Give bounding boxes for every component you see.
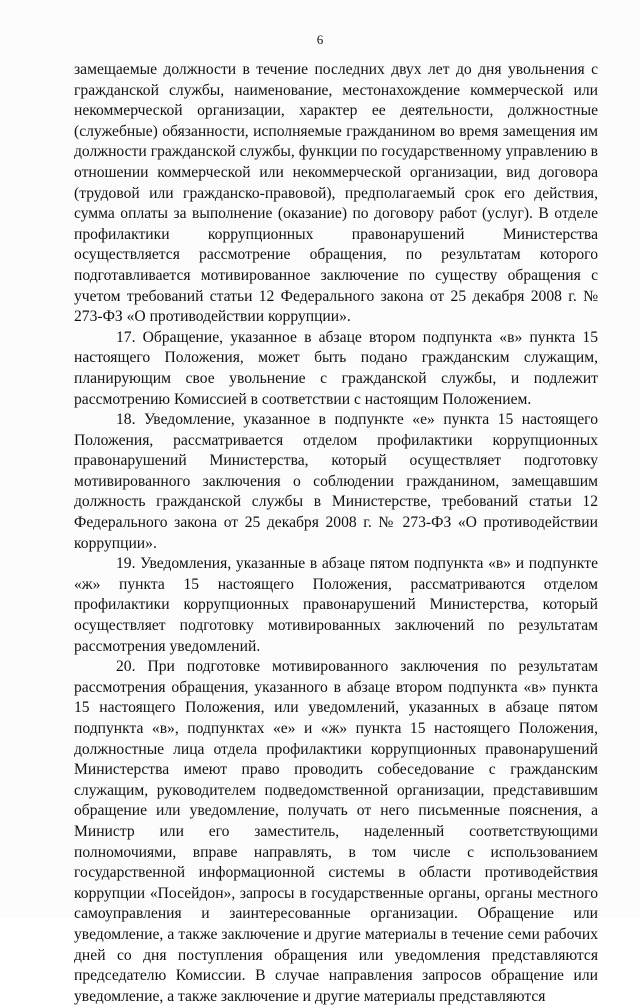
paragraph-item-20: 20. При подготовке мотивированного заключения по результатам рассмотрения обращения, указанного в абзаце втором подпункта «в» пункта 15 настоящего Положения, или уведомлений, указанных в абзаце пятом подпункта «в», подпунктах «е» и «ж» пункта 15 настоящего Положения, должностные лица отдела профилактики коррупционных правонарушений Министерства имеют право проводить собеседование с гражданским служащим, руководителем подведомственной организации, представившим обращение или уведомление, получать от него письменные пояснения, а Министр или его заместитель, наделенный соответствующими полномочиями, вправе направлять, в том числе с использованием государственной информационной системы в области противодействия коррупции «Посейдон», запросы в государственные органы, органы местного самоуправления и заинтересованные организации. Обращение или уведомление, а также заключение и другие материалы в течение семи рабочих дней со дня поступления обращения или уведомления представляются председателю Комиссии. В случае направления запросов обращение или уведомление, а также заключение и другие материалы представляются xyxy=(74,658,598,1005)
paragraph-item-17: 17. Обращение, указанное в абзаце втором подпункта «в» пункта 15 настоящего Положения, может быть подано гражданским служащим, планирующим свое увольнение с гражданской службы, и подлежит рассмотрению Комиссией в соответствии с настоящим Положением. xyxy=(74,328,598,408)
paragraph-continuation: замещаемые должности в течение последних двух лет до дня увольнения с гражданской службы, наименование, местонахождение коммерческой или некоммерческой организации, характер ее деятельности, должностные (служебные) обязанности, исполняемые гражданином во время замещения им должности гражданской службы, функции по государственному управлению в отношении коммерческой или некоммерческой организации, вид договора (трудовой или гражданско-правовой), предполагаемый срок его действия, сумма оплаты за выполнение (оказание) по договору работ (услуг). В отделе профилактики коррупционных правонарушений Министерства осуществляется рассмотрение обращения, по результатам которого подготавливается мотивированное заключение по существу обращения с учетом требований статьи 12 Федерального закона от 25 декабря 2008 г. № 273-ФЗ «О противодействии коррупции». xyxy=(74,61,598,326)
document-body xyxy=(74,60,598,1007)
paragraph-item-19: 19. Уведомления, указанные в абзаце пятом подпункта «в» и подпункте «ж» пункта 15 настоящего Положения, рассматриваются отделом профилактики коррупционных правонарушений Министерства, который осуществляет подготовку мотивированных заключений по результатам рассмотрения уведомлений. xyxy=(74,555,598,655)
paragraph-item-18: 18. Уведомление, указанное в подпункте «е» пункта 15 настоящего Положения, рассматривается отделом профилактики коррупционных правонарушений Министерства, который осуществляет подготовку мотивированного заключения о соблюдении гражданином, замещавшим должность гражданской службы в Министерстве, требований статьи 12 Федерального закона от 25 декабря 2008 г. № 273-ФЗ «О противодействии коррупции». xyxy=(74,411,598,552)
page-number: 6 xyxy=(316,32,324,47)
